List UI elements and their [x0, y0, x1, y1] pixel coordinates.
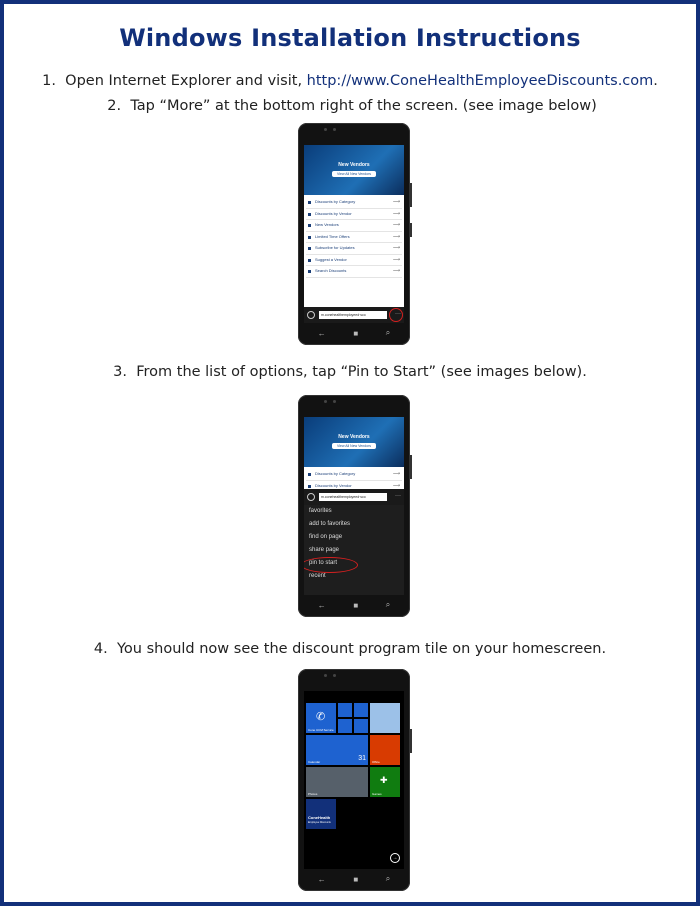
conehealth-label: ConeHealth: [308, 815, 331, 820]
edge-tile[interactable]: [354, 703, 368, 717]
step-number: 3.: [113, 364, 127, 380]
pattern-tile[interactable]: [370, 703, 400, 733]
more-button[interactable]: ···: [395, 311, 401, 317]
tabs-icon[interactable]: [307, 493, 315, 501]
windows-icon: ■: [353, 874, 359, 884]
back-icon: ←: [317, 328, 326, 338]
volume-button: [410, 183, 412, 207]
step-number: 2.: [107, 98, 122, 114]
calendar-day: 31: [358, 755, 366, 762]
step-text: Tap “More” at the bottom right of the screen. (see image below): [130, 98, 597, 114]
menu-item[interactable]: Discounts by Vendor ⟶: [306, 481, 402, 493]
mail-tile[interactable]: [338, 719, 352, 733]
menu-item[interactable]: Discounts by Category ⟶: [306, 469, 402, 481]
windows-icon: ■: [353, 328, 359, 338]
hero-title: New Vendors: [338, 162, 370, 168]
phone-screen: [304, 417, 404, 595]
option-pin-to-start[interactable]: pin to start: [309, 560, 338, 566]
tile-label: Calendar: [308, 760, 321, 764]
volume-button: [410, 729, 412, 753]
menu-item[interactable]: Suggest a Vendor ⟶: [306, 255, 402, 267]
hero-title: New Vendors: [338, 434, 370, 440]
photos-tile[interactable]: [306, 767, 368, 797]
step-1: [4, 73, 696, 89]
tabs-icon[interactable]: [307, 311, 315, 319]
menu-item[interactable]: New Vendors ⟶: [306, 220, 402, 232]
step-number: 1.: [42, 73, 56, 89]
search-icon: ⌕: [385, 328, 391, 337]
address-bar: [304, 489, 404, 505]
option-recent[interactable]: recent: [309, 573, 326, 579]
gamepad-icon: ✚: [380, 775, 388, 785]
windows-icon: ■: [353, 600, 359, 610]
menu-item[interactable]: Subscribe for Updates ⟶: [306, 243, 402, 255]
url-field[interactable]: m.conehealthemployeed·sco: [319, 311, 387, 319]
conehealth-tile[interactable]: [306, 799, 336, 829]
view-all-button[interactable]: View All New Vendors: [332, 171, 376, 177]
camera-icon: [324, 674, 327, 677]
search-icon: ⌕: [385, 874, 391, 883]
option-find-on-page[interactable]: find on page: [309, 534, 343, 540]
site-link[interactable]: http://www.ConeHealthEmployeeDiscounts.com: [306, 73, 654, 89]
site-menu: [306, 197, 402, 278]
arrow-icon[interactable]: →: [390, 853, 400, 863]
phone-tile[interactable]: [306, 703, 336, 733]
option-favorites[interactable]: favorites: [309, 508, 332, 514]
url-field[interactable]: m.conehealthemployeed·sco: [319, 493, 387, 501]
games-tile[interactable]: [370, 767, 400, 797]
tile-label: Games: [372, 792, 382, 796]
phone-screenshot-more: [298, 123, 410, 345]
option-share-page[interactable]: share page: [309, 547, 340, 553]
site-hero: [304, 417, 404, 467]
office-tile[interactable]: [370, 735, 400, 765]
sensor-icon: [333, 674, 336, 677]
options-menu: [304, 505, 404, 595]
step-text: Open Internet Explorer and visit,: [65, 73, 307, 89]
tile-label: Photos: [308, 792, 318, 796]
start-screen: [304, 691, 404, 869]
view-all-button[interactable]: View All New Vendors: [332, 443, 376, 449]
highlight-circle: [389, 308, 403, 322]
sensor-icon: [333, 128, 336, 131]
phone-navbar: [304, 597, 404, 613]
volume-button: [410, 455, 412, 479]
option-add-to-favorites[interactable]: add to favorites: [309, 521, 351, 527]
step-suffix: .: [653, 73, 658, 89]
menu-item[interactable]: Discounts by Vendor ⟶: [306, 209, 402, 221]
menu-item[interactable]: Discounts by Category ⟶: [306, 197, 402, 209]
power-button: [410, 223, 412, 237]
step-text: You should now see the discount program tile on your homescreen.: [116, 641, 607, 657]
phone-navbar: [304, 871, 404, 887]
menu-item[interactable]: Search Discounts ⟶: [306, 266, 402, 278]
step-4: [4, 641, 696, 657]
camera-icon: [324, 128, 327, 131]
site-hero: [304, 145, 404, 195]
outlook-tile[interactable]: [354, 719, 368, 733]
page-title: Windows Installation Instructions: [119, 24, 581, 52]
phone-navbar: [304, 325, 404, 341]
back-icon: ←: [317, 874, 326, 884]
conehealth-sub: Employee Discounts: [308, 821, 331, 824]
phone-screenshot-options: [298, 395, 410, 617]
search-icon: ⌕: [385, 600, 391, 609]
camera-icon: [324, 400, 327, 403]
tile-label: Cone UCM Service: [308, 728, 334, 732]
back-icon: ←: [317, 600, 326, 610]
menu-item[interactable]: Limited Time Offers ⟶: [306, 232, 402, 244]
phone-screenshot-start: [298, 669, 410, 891]
sensor-icon: [333, 400, 336, 403]
step-3: [4, 364, 696, 380]
step-2: [8, 98, 696, 114]
tile-label: Office: [372, 760, 380, 764]
phone-screen: [304, 145, 404, 323]
step-text: From the list of options, tap “Pin to Start” (see images below).: [136, 364, 587, 380]
ie-tile[interactable]: [338, 703, 352, 717]
more-button[interactable]: ···: [395, 493, 401, 499]
phone-icon: ✆: [316, 711, 326, 723]
calendar-tile[interactable]: [306, 735, 368, 765]
step-number: 4.: [93, 641, 108, 657]
